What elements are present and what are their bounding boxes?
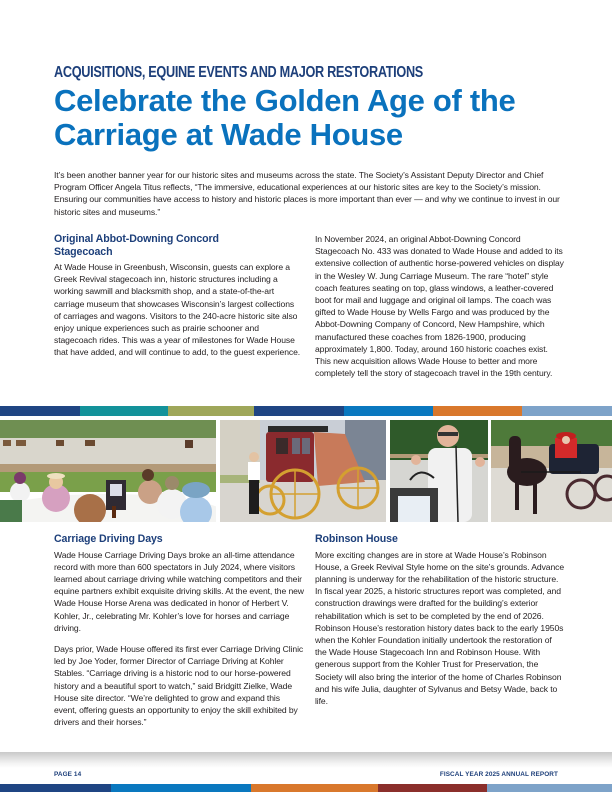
driving-days-paragraph-1: Wade House Carriage Driving Days broke an all-time attendance record with more than 600 spectators in July 2024, where visitors learned about carriage driving while watching competitors and their equine partners exhibit exquisite driving skills. At the event, the new Wade House Horse Arena was dedicated in honor of Herbert V. Kohler, Jr., celebrating Mr. Kohler’s love for horses and carriage driving. [54, 549, 304, 633]
footer-shadow [0, 752, 612, 768]
color-bar-segment [254, 406, 344, 416]
intro-paragraph: It’s been another banner year for our historic sites and museums across the state. The Society’s Assistant Deputy Director and Chief Program Officer Angela Titus reflects, “The immersive, educational experiences at our historic sites are key to the Society’s mission. Ensuring our communities have access to history and historic places is more important than ever — and why we continue to invest in our historic sites and museums.” [54, 170, 560, 217]
color-bar-segment [487, 784, 612, 792]
color-bar-segment [168, 406, 254, 416]
color-bar-segment [344, 406, 433, 416]
report-title: FISCAL YEAR 2025 ANNUAL REPORT [439, 771, 558, 778]
color-bar-segment [80, 406, 168, 416]
color-bar-segment [0, 406, 80, 416]
photo-stagecoach [220, 420, 386, 522]
page-number: PAGE 14 [54, 771, 82, 778]
stagecoach-paragraph-right: In November 2024, an original Abbot-Downing Concord Stagecoach No. 433 was donated to Wade House and added to its extensive collection of authentic horse-powered vehicles on display in the Wesley W. Jung Carriage Museum. The rare “hotel” style coach features seating on top, glass windows, a leather-covered boot for mail and luggage and original oil lamps. The coach was gifted to Wade House by Wells Fargo and was produced by the Abbot-Downing Company of Concord, New Hampshire, which manufactured these coaches from 1826-1900, producing approximately 1,800. Today, around 160 historic coaches exist. This new acquisition allows Wade House to better and more completely tell the story of stagecoach travel in the 19th century. [315, 234, 564, 379]
driving-days-heading: Carriage Driving Days [54, 533, 163, 545]
color-bar-segment [251, 784, 378, 792]
photo-speaker-at-podium [390, 420, 488, 522]
stagecoach-paragraph-left: At Wade House in Greenbush, Wisconsin, guests can explore a Greek Revival stagecoach inn, historic structures including a working sawmill and blacksmith shop, and a state-of-the-art carriage museum that showcases Wisconsin’s largest collections of carriages and wagons. Visitors to the 240-acre historic site also enjoy unique experiences such as prairie schooner and stagecoach rides. This was a year of milestones for Wade House that have added, and will continue to add, to the guest experience. [54, 262, 301, 358]
robinson-house-heading: Robinson House [315, 533, 398, 545]
photo-horse-carriage-driver [491, 420, 612, 522]
driving-days-paragraph-2: Days prior, Wade House offered its first ever Carriage Driving Clinic led by Joe Yoder, former Director of Carriage Driving at Kohler Stables. “Carriage driving is a historic nod to our horse-powered history and a beautiful sport to watch,” said Bridgitt Zielke, Wade House site director. “We’re delighted to grow and expand this event, offering guests an opportunity to enjoy the skill exhibited by drivers and their horses.” [54, 643, 304, 728]
stagecoach-section-left [54, 233, 302, 359]
color-bar-segment [522, 406, 612, 416]
driving-days-section [54, 533, 304, 728]
bottom-color-bar [0, 784, 612, 792]
top-color-bar [0, 406, 612, 416]
stagecoach-section-right [315, 233, 565, 379]
photo-event-guests-at-arena [0, 420, 216, 522]
robinson-house-paragraph: More exciting changes are in store at Wade House’s Robinson House, a Greek Revival Style home on the site’s grounds. Advance planning is underway for the rehabilitation of the historic structure. In fiscal year 2025, a historic structures report was completed, and construction drawings were drafted for the building’s exterior rehabilitation which is set to be completed by the end of 2026. Robinson House’s restoration history dates back to the early 1950s when the Kohler Foundation initially undertook the restoration of the Wade House Stagecoach Inn and Robinson House. With generous support from the Kohler Trust for Preservation, the Society will also bring the interior of the home of Charles Robinson and his wife Julia, daughter of Sylvanus and Betsy Wade, back to life. [315, 549, 565, 706]
page-title: Celebrate the Golden Age of the Carriage at Wade House [54, 83, 516, 152]
color-bar-segment [378, 784, 487, 792]
stagecoach-heading: Original Abbot-Downing Concord Stagecoach [54, 233, 219, 258]
color-bar-segment [111, 784, 251, 792]
section-kicker: ACQUISITIONS, EQUINE EVENTS AND MAJOR RESTORATIONS [54, 64, 423, 81]
color-bar-segment [433, 406, 522, 416]
robinson-house-section [315, 533, 565, 707]
color-bar-segment [0, 784, 111, 792]
